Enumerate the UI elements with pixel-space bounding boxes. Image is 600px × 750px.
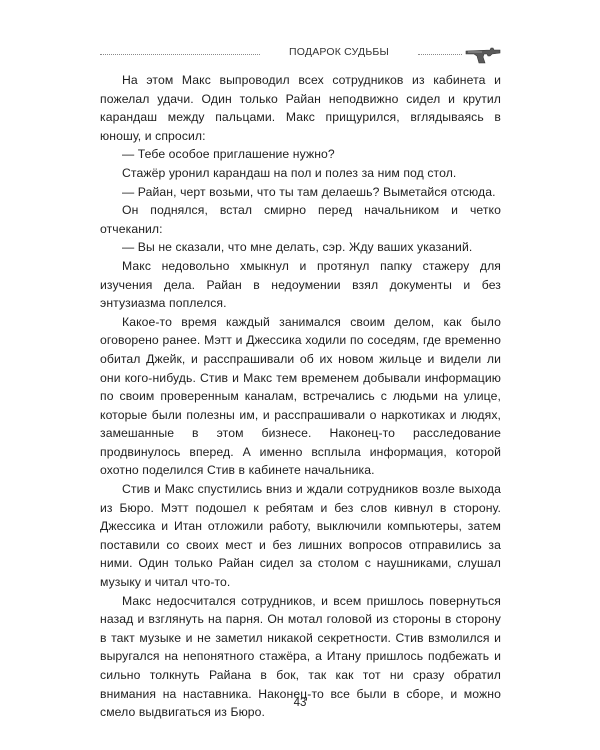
paragraph: Макс недовольно хмыкнул и протянул папку стажеру для изучения дела. Райан в недоумении взял документы и без энтузиазма поплелся. bbox=[100, 258, 501, 311]
chapter-body-text bbox=[100, 71, 501, 722]
paragraph: — Вы не сказали, что мне делать, сэр. Жду ваших указаний. bbox=[122, 240, 473, 255]
paragraph: Какое-то время каждый занимался своим делом, как было оговорено ранее. Мэтт и Джессика ходили по соседям, где временно обитал Джейк, и расспрашивали об их новом жильце и видели ли они кого-нибудь. Стив и Макс тем временем добывали информацию по своим проверенным каналам, встречались с людьми на улице, которые были полезны им, и расспрашивали о наркотиках и людях, замешанные в этом бизнесе. Наконец-то расследование продвинулось вперед. А именно всплыла информация, которой охотно поделился Стив в кабинете начальника. bbox=[100, 314, 501, 478]
running-head-title: ПОДАРОК СУДЬБЫ bbox=[289, 46, 389, 58]
header-dotted-rule-right bbox=[418, 54, 462, 55]
paragraph: Стажёр уронил карандаш на пол и полез за ним под стол. bbox=[122, 165, 457, 180]
running-header bbox=[100, 44, 500, 68]
page-number: 43 bbox=[293, 697, 307, 709]
paragraph: Стив и Макс спустились вниз и ждали сотрудников возле выхода из Бюро. Мэтт подошел к ребятам и без слов кивнул в сторону. Джессика и Итан отложили работу, выключили компьютеры, затем поставили со своих мест и без лишних вопросов отправились за ними. Один только Райан сидел за столом с наушниками, слушал музыку и читал что-то. bbox=[100, 482, 501, 590]
paragraph: Он поднялся, встал смирно перед начальником и четко отчеканил: bbox=[100, 203, 501, 236]
revolver-icon bbox=[464, 44, 502, 64]
paragraph: На этом Макс выпроводил всех сотрудников из кабинета и пожелал удачи. Один только Райан неподвижно сидел и крутил карандаш между пальцами. Макс прищурился, вглядываясь в юношу, и спросил: bbox=[100, 73, 501, 143]
paragraph: Макс недосчитался сотрудников, и всем пришлось повернуться назад и взглянуть на парня. Он мотал головой из стороны в сторону в такт музыке и не заметил никакой секретности. Стив взмолился и выругался на непонятного стажёра, а Итану пришлось подбежать и сильно толкнуть Райана в бок, так как тот ни сразу обратил внимания на наставника. Наконец-то все были в сборе, и можно смело выдвигаться из Бюро. bbox=[100, 593, 501, 720]
paragraph: — Тебе особое приглашение нужно? bbox=[122, 147, 335, 162]
header-dotted-rule-left bbox=[100, 54, 260, 55]
paragraph: — Райан, черт возьми, что ты там делаешь? Выметайся отсюда. bbox=[122, 184, 496, 199]
